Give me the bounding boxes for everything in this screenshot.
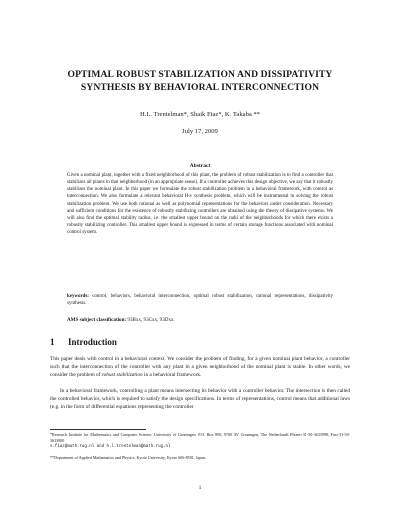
section-heading bbox=[50, 337, 350, 348]
author-list: H.L. Trentelman*, Shaik Fiaz*, K. Takaba ** bbox=[139, 111, 261, 118]
ams-codes: 93Bxx, 93Cxx, 93Dxx. bbox=[127, 317, 175, 323]
keywords-text: control, behaviors, behavioral interconnection, optimal robust stabilization, rational representations, dissipativity synthesis. bbox=[67, 294, 333, 307]
abstract-text: Given a nominal plant, together with a fixed neighborhood of this plant, the problem of robust stabilization is to find a controller that stabilizes all plants in that neighborhood (in an appropriate sense). If a controller achieves this design objective, we say that it robustly stabilizes the nominal plant. In this paper we formulate the robust stabilization problem in a behavioral framework, with control as interconnection. We also formulate a relevant behavioral H∞ synthesis problem, which will be instrumental in solving the robust stabilization problem. We use both rational as well as polynomial representations for the behaviors under consideration. Necessary and sufficient conditions for the existence of robustly stabilizing controllers are obtained using the theory of dissipative systems. We will also find the optimal stability radius, i.e. the smallest upper bound on the radii of the neighborhoods for which there exists a robustly stabilizing controller. This smallest upper bound is expressed in terms of certain storage functions associated with nominal control system. bbox=[67, 173, 333, 236]
para1-end: in a behavioral framework. bbox=[143, 372, 202, 379]
section-number: 1 bbox=[50, 337, 55, 347]
footnote-1-email: s.fiaz@math.rug.nl and h.l.trentelman@math.rug.nl bbox=[50, 445, 171, 450]
para1-emphasis: robust stabilization bbox=[101, 372, 143, 379]
abstract-heading: Abstract bbox=[189, 163, 211, 169]
footnote-2: **Department of Applied Mathematics and Physics, Kyoto University, Kyoto 606-8501, Japan. bbox=[50, 455, 207, 460]
keywords-label: keywords: bbox=[67, 294, 89, 299]
intro-paragraph-2: In a behavioral framework, controlling a plant means intersecting its behavior with a controller behavior. The intersection is then called the controlled behavior, which is required to satisfy the design specifications. In terms of representations, control means that additional laws (e.g. in the form of differential equations representing the controller bbox=[50, 388, 350, 411]
paper-date: July 17, 2009 bbox=[182, 128, 218, 135]
keywords bbox=[67, 293, 333, 307]
ams-label: AMS subject classification: bbox=[67, 317, 127, 323]
paper-title: OPTIMAL ROBUST STABILIZATION AND DISSIPATIVITY SYNTHESIS BY BEHAVIORAL INTERCONNECTION bbox=[67, 69, 333, 93]
footnote-1 bbox=[50, 432, 350, 451]
section-title: Introduction bbox=[68, 337, 117, 347]
para1-text: This paper deals with control in a behavioral context. We consider the problem of finding, for a given nominal plant behavior, a controller such that the interconnection of the controller with any plant in a given neighborhood of the nominal plant is stable. In other words, we consider the problem of bbox=[50, 356, 350, 379]
page-number: 1 bbox=[198, 485, 202, 491]
ams-classification bbox=[67, 317, 333, 324]
intro-paragraph-1 bbox=[50, 355, 350, 379]
footnote-rule bbox=[50, 429, 146, 430]
footnote-1-text: *Research Institute for Mathematics and Computer Science, University of Groningen, P.O. Box 800, 9700 AV Groningen, The Netherlands Phone+31-50-3633998, Fax+31-50-3633800 bbox=[50, 432, 350, 443]
